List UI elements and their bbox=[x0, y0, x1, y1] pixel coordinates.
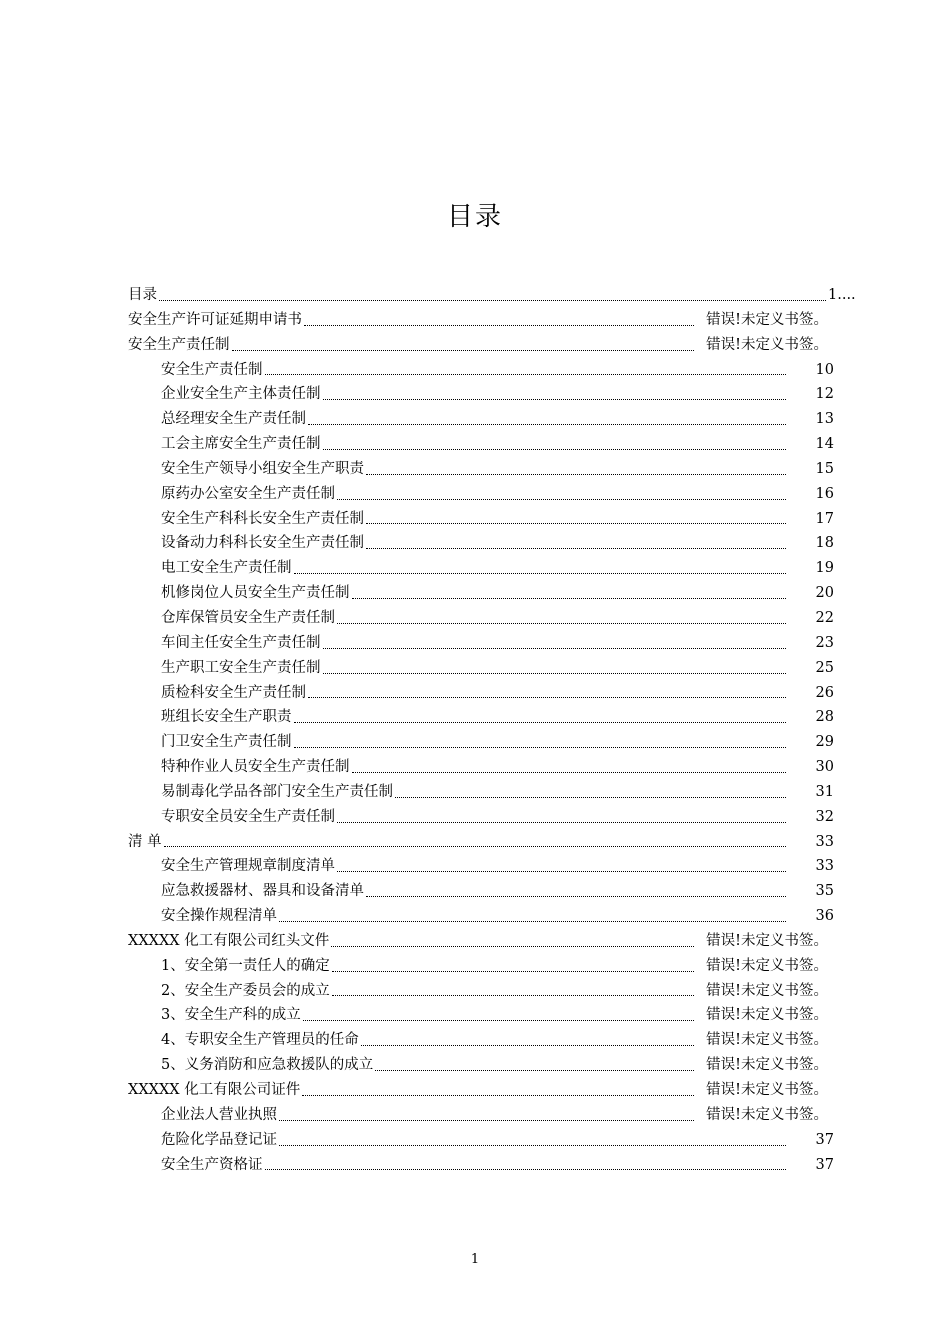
toc-dot-leader bbox=[279, 1119, 694, 1121]
toc-dot-leader bbox=[232, 349, 695, 351]
toc-entry-page: 20 bbox=[815, 585, 834, 602]
toc-entry-label: XXXXX 化工有限公司证件 bbox=[128, 1082, 301, 1098]
toc-entry-page: 22 bbox=[815, 609, 834, 626]
toc-entry-label: 仓库保管员安全生产责任制 bbox=[161, 609, 335, 626]
toc-entry-page: 错误!未定义书签。 bbox=[706, 982, 828, 999]
toc-dot-leader bbox=[352, 597, 787, 599]
toc-entry[interactable] bbox=[128, 656, 854, 681]
toc-entry-page: 19 bbox=[815, 560, 834, 577]
toc-entry[interactable] bbox=[128, 1028, 854, 1053]
toc-entry-label: 安全操作规程清单 bbox=[161, 908, 277, 925]
toc-dot-leader bbox=[265, 1168, 787, 1170]
toc-entry-page: 错误!未定义书签。 bbox=[706, 957, 828, 974]
toc-entry[interactable] bbox=[128, 1003, 854, 1028]
toc-entry[interactable] bbox=[128, 407, 854, 432]
toc-entry-page: 33 bbox=[815, 833, 834, 850]
toc-entry[interactable] bbox=[128, 879, 854, 904]
toc-dot-leader bbox=[265, 373, 787, 375]
toc-entry-label: 2、安全生产委员会的成立 bbox=[161, 982, 330, 999]
toc-dot-leader bbox=[331, 945, 694, 947]
toc-dot-leader bbox=[304, 324, 694, 326]
toc-dot-leader bbox=[366, 895, 786, 897]
toc-entry-page: 错误!未定义书签。 bbox=[706, 311, 828, 328]
toc-entry-page: 37 bbox=[815, 1131, 834, 1148]
table-of-contents bbox=[128, 283, 854, 1177]
toc-entry-page: 23 bbox=[815, 634, 834, 651]
toc-entry-label: 1、安全第一责任人的确定 bbox=[161, 957, 330, 974]
toc-entry[interactable] bbox=[128, 904, 854, 929]
toc-entry[interactable] bbox=[128, 507, 854, 532]
toc-dot-leader bbox=[308, 423, 786, 425]
toc-entry[interactable] bbox=[128, 631, 854, 656]
toc-entry-page: 错误!未定义书签。 bbox=[706, 336, 828, 353]
toc-entry-page: 31 bbox=[815, 783, 834, 800]
toc-dot-leader bbox=[279, 1144, 786, 1146]
toc-entry-label: 企业法人营业执照 bbox=[161, 1106, 277, 1123]
toc-entry[interactable] bbox=[128, 457, 854, 482]
toc-entry[interactable] bbox=[128, 308, 854, 333]
toc-dot-leader bbox=[352, 771, 787, 773]
toc-dot-leader bbox=[279, 920, 786, 922]
toc-entry-page: 26 bbox=[815, 684, 834, 701]
toc-dot-leader bbox=[303, 1019, 694, 1021]
toc-entry[interactable] bbox=[128, 755, 854, 780]
toc-entry[interactable] bbox=[128, 358, 854, 383]
toc-dot-leader bbox=[366, 547, 786, 549]
toc-entry-label: 机修岗位人员安全生产责任制 bbox=[161, 585, 350, 602]
toc-entry-label: 特种作业人员安全生产责任制 bbox=[161, 759, 350, 776]
toc-dot-leader bbox=[323, 647, 787, 649]
toc-entry-label: XXXXX 化工有限公司红头文件 bbox=[128, 932, 330, 949]
toc-entry-label: 工会主席安全生产责任制 bbox=[161, 436, 321, 453]
toc-entry-label: 5、义务消防和应急救援队的成立 bbox=[161, 1057, 374, 1074]
toc-entry[interactable] bbox=[128, 1128, 854, 1153]
toc-entry[interactable] bbox=[128, 705, 854, 730]
toc-entry-label: 专职安全员安全生产责任制 bbox=[161, 808, 335, 825]
toc-entry-label: 企业安全生产主体责任制 bbox=[161, 386, 321, 403]
toc-entry-page: 10 bbox=[815, 361, 834, 378]
toc-entry-label: 安全生产管理规章制度清单 bbox=[161, 858, 335, 875]
toc-entry-page: 35 bbox=[815, 883, 834, 900]
toc-dot-leader bbox=[332, 970, 694, 972]
toc-entry-label: 安全生产许可证延期申请书 bbox=[128, 311, 302, 328]
toc-entry-page: 16 bbox=[815, 485, 834, 502]
toc-dot-leader bbox=[323, 448, 787, 450]
page-number: 1 bbox=[470, 1252, 480, 1267]
toc-entry[interactable] bbox=[128, 1103, 854, 1128]
toc-entry-page: 33 bbox=[815, 858, 834, 875]
toc-entry-label: 设备动力科科长安全生产责任制 bbox=[161, 535, 364, 552]
toc-dot-leader bbox=[308, 696, 786, 698]
toc-entry[interactable] bbox=[128, 929, 854, 954]
toc-entry-label: 目录 bbox=[128, 287, 157, 303]
toc-entry-page: 18 bbox=[815, 535, 834, 552]
toc-entry[interactable] bbox=[128, 681, 854, 706]
toc-entry[interactable] bbox=[128, 805, 854, 830]
toc-entry[interactable] bbox=[128, 556, 854, 581]
toc-entry-label: 3、安全生产科的成立 bbox=[161, 1007, 301, 1024]
toc-entry[interactable] bbox=[128, 581, 854, 606]
toc-dot-leader bbox=[395, 796, 786, 798]
toc-entry-page: 错误!未定义书签。 bbox=[706, 1057, 828, 1074]
toc-entry-page: 错误!未定义书签。 bbox=[706, 1106, 828, 1123]
toc-entry-label: 总经理安全生产责任制 bbox=[161, 411, 306, 428]
toc-entry[interactable] bbox=[128, 1053, 854, 1078]
toc-entry-label: 危险化学品登记证 bbox=[161, 1131, 277, 1148]
toc-entry-page: 15 bbox=[815, 460, 834, 477]
toc-entry-page: 错误!未定义书签。 bbox=[706, 1007, 828, 1024]
toc-entry-page: 32 bbox=[815, 808, 834, 825]
toc-entry-page: 错误!未定义书签。 bbox=[706, 932, 828, 949]
toc-entry-label: 车间主任安全生产责任制 bbox=[161, 634, 321, 651]
toc-dot-leader bbox=[375, 1069, 694, 1071]
toc-entry-page: 29 bbox=[815, 734, 834, 751]
toc-entry[interactable] bbox=[128, 1078, 854, 1103]
toc-entry-page: 36 bbox=[815, 908, 834, 925]
toc-entry-page: 17 bbox=[815, 510, 834, 527]
toc-dot-leader bbox=[337, 498, 786, 500]
toc-dot-leader bbox=[164, 845, 786, 847]
toc-dot-leader bbox=[337, 870, 786, 872]
toc-entry-label: 班组长安全生产职责 bbox=[161, 709, 292, 726]
toc-entry-label: 应急救援器材、器具和设备清单 bbox=[161, 883, 364, 900]
toc-entry[interactable] bbox=[128, 830, 854, 855]
toc-entry-page: 错误!未定义书签。 bbox=[706, 1032, 828, 1049]
toc-dot-leader bbox=[332, 994, 694, 996]
toc-entry[interactable] bbox=[128, 730, 854, 755]
toc-entry-page: 37 bbox=[815, 1156, 834, 1173]
toc-dot-leader bbox=[294, 721, 787, 723]
toc-dot-leader bbox=[361, 1044, 694, 1046]
toc-entry-page: 12 bbox=[815, 386, 834, 403]
toc-entry[interactable] bbox=[128, 780, 854, 805]
toc-entry-label: 安全生产资格证 bbox=[161, 1156, 263, 1173]
toc-entry-page: 14 bbox=[815, 436, 834, 453]
toc-entry[interactable] bbox=[128, 1153, 854, 1178]
toc-dot-leader bbox=[337, 622, 786, 624]
toc-dot-leader bbox=[323, 398, 787, 400]
toc-dot-leader bbox=[366, 473, 786, 475]
toc-entry[interactable] bbox=[128, 854, 854, 879]
toc-entry-label: 安全生产科科长安全生产责任制 bbox=[161, 510, 364, 527]
toc-entry[interactable] bbox=[128, 954, 854, 979]
toc-entry-label: 安全生产责任制 bbox=[161, 361, 263, 378]
toc-entry-label: 生产职工安全生产责任制 bbox=[161, 659, 321, 676]
toc-entry-label: 安全生产领导小组安全生产职责 bbox=[161, 460, 364, 477]
toc-dot-leader bbox=[366, 522, 786, 524]
toc-dot-leader bbox=[294, 746, 787, 748]
page-title: 目录 bbox=[446, 202, 503, 232]
toc-entry[interactable] bbox=[128, 482, 854, 507]
toc-entry-label: 安全生产责任制 bbox=[128, 336, 230, 353]
toc-entry-label: 门卫安全生产责任制 bbox=[161, 734, 292, 751]
toc-entry-label: 质检科安全生产责任制 bbox=[161, 684, 306, 701]
toc-entry-page: 错误!未定义书签。 bbox=[706, 1082, 828, 1098]
toc-entry-label: 4、专职安全生产管理员的任命 bbox=[161, 1032, 359, 1049]
toc-entry-label: 清 单 bbox=[128, 833, 162, 850]
toc-entry[interactable] bbox=[128, 979, 854, 1004]
toc-dot-leader bbox=[294, 572, 787, 574]
toc-entry-page: 28 bbox=[815, 709, 834, 726]
toc-entry[interactable] bbox=[128, 333, 854, 358]
toc-entry[interactable] bbox=[128, 432, 854, 457]
toc-dot-leader bbox=[337, 821, 786, 823]
toc-entry-label: 原药办公室安全生产责任制 bbox=[161, 485, 335, 502]
toc-dot-leader bbox=[159, 299, 826, 301]
toc-entry[interactable] bbox=[128, 531, 854, 556]
toc-entry-page: 1.... bbox=[828, 287, 856, 303]
toc-entry[interactable] bbox=[128, 606, 854, 631]
toc-entry-label: 电工安全生产责任制 bbox=[161, 560, 292, 577]
toc-entry-page: 13 bbox=[815, 411, 834, 428]
toc-dot-leader bbox=[323, 672, 787, 674]
toc-entry[interactable] bbox=[128, 382, 854, 407]
toc-entry-page: 25 bbox=[815, 659, 834, 676]
toc-dot-leader bbox=[302, 1094, 694, 1096]
toc-entry-page: 30 bbox=[815, 759, 834, 776]
toc-entry-label: 易制毒化学品各部门安全生产责任制 bbox=[161, 783, 393, 800]
toc-entry[interactable] bbox=[128, 283, 854, 308]
